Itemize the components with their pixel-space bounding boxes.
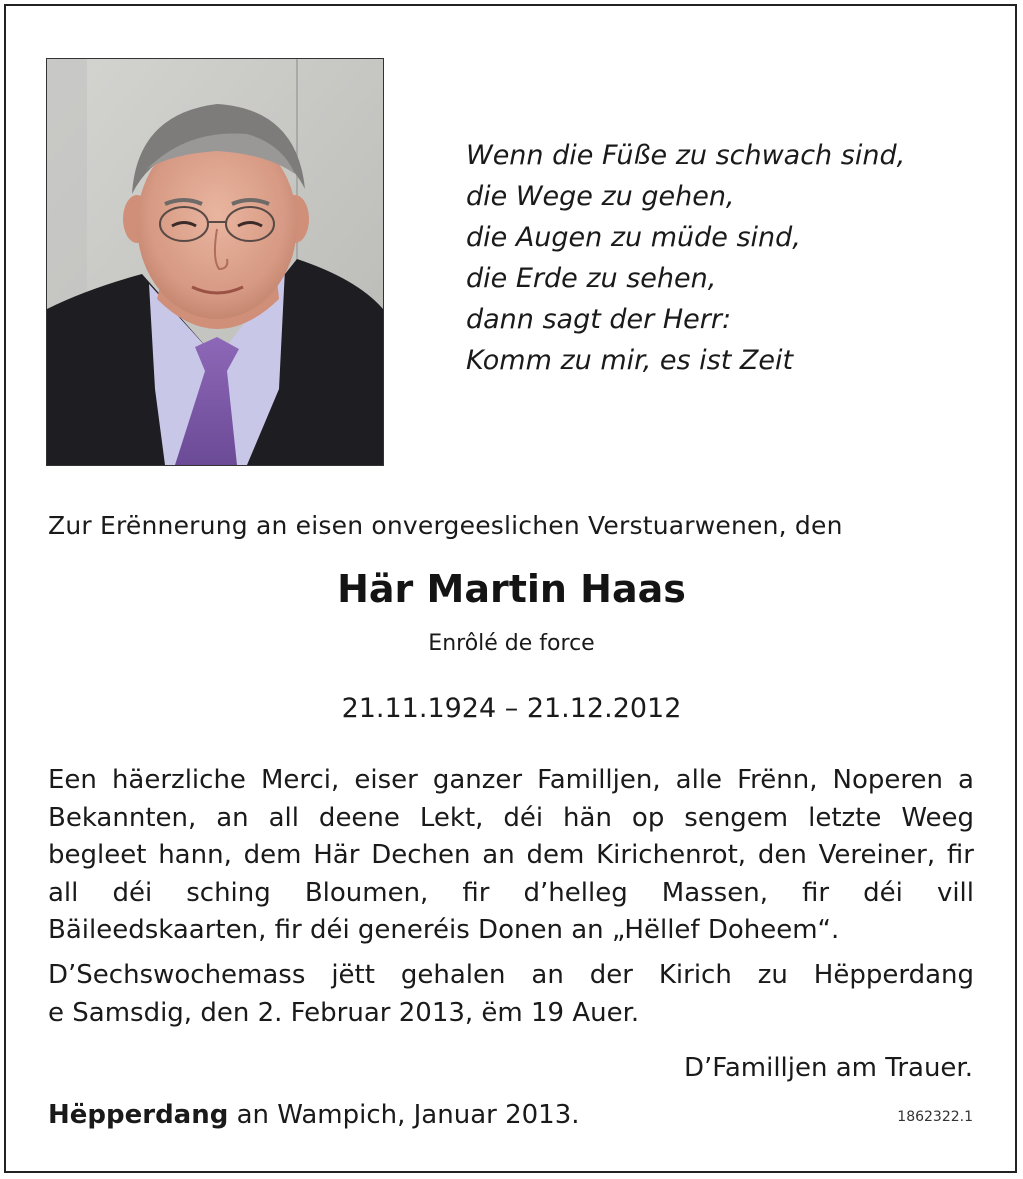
mass-line: e Samsdig, den 2. Februar 2013, ëm 19 Auer. [48, 997, 640, 1028]
poem [466, 135, 986, 381]
thanks-line: Bäileedskaarten, fir déi generéis Donen an „Hëllef Doheem“. [48, 915, 840, 945]
thanks-line: begleet hann, dem Här Dechen an dem Kirichenrot, den Vereiner, fir [48, 840, 974, 870]
thanks-paragraph [48, 762, 974, 950]
family-signoff: D’Familljen am Trauer. [684, 1053, 973, 1083]
thanks-line: Een häerzliche Merci, eiser ganzer Familljen, alle Frënn, Noperen a [48, 765, 974, 795]
mass-paragraph [48, 957, 974, 1032]
place-date [48, 1097, 580, 1133]
poem-line: dann sagt der Herr: [466, 304, 732, 335]
reference-number: 1862322.1 [897, 1109, 973, 1125]
place-rest: an Wampich, Januar 2013. [228, 1100, 580, 1130]
poem-line: die Erde zu sehen, [466, 263, 717, 294]
poem-line: die Augen zu müde sind, [466, 222, 801, 253]
deceased-subtitle: Enrôlé de force [428, 631, 595, 656]
poem-line: die Wege zu gehen, [466, 181, 735, 212]
thanks-line: all déi sching Bloumen, fir d’helleg Massen, fir déi vill [48, 877, 974, 908]
mass-line: D’Sechswochemass jëtt gehalen an der Kirich zu Hëpperdang [48, 960, 974, 990]
place-town: Hëpperdang [48, 1100, 229, 1130]
portrait-photo [46, 58, 384, 466]
life-dates: 21.11.1924 – 21.12.2012 [341, 693, 682, 724]
portrait-illustration [47, 59, 383, 465]
thanks-line: Bekannten, an all deene Lekt, déi hän op sengem letzte Weeg [48, 802, 974, 833]
intro-text: Zur Erënnerung an eisen onvergeeslichen Verstuarwenen, den [48, 511, 843, 540]
poem-line: Wenn die Füße zu schwach sind, [466, 140, 906, 171]
deceased-name: Här Martin Haas [337, 567, 686, 611]
poem-line: Komm zu mir, es ist Zeit [466, 345, 794, 376]
